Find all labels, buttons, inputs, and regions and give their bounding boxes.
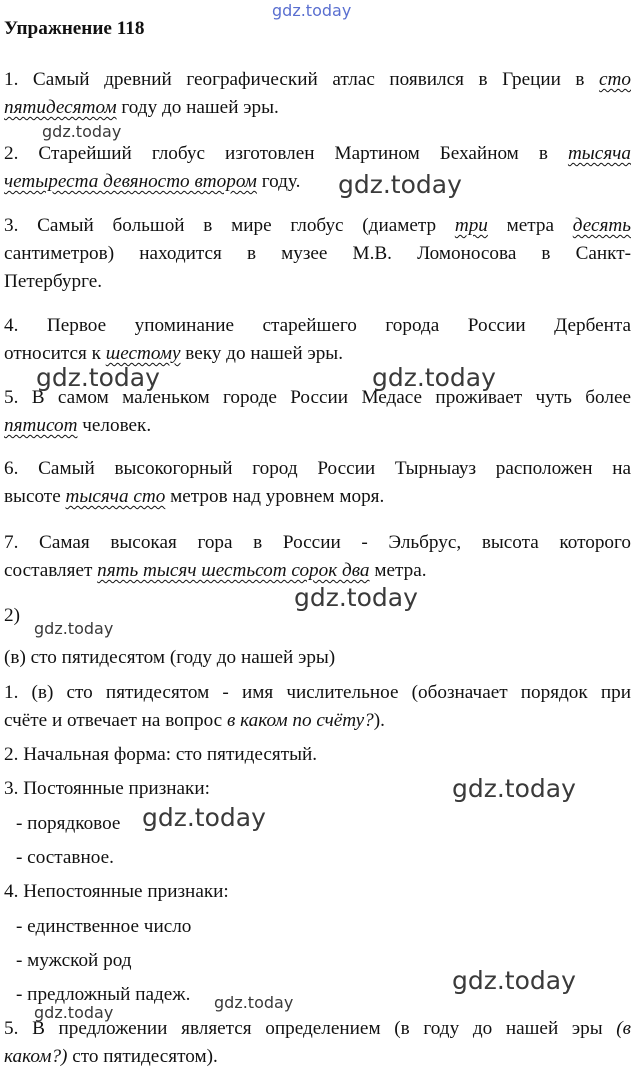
watermark: gdz.today [372,363,496,392]
watermark: gdz.today [452,966,576,995]
watermark: gdz.today [272,1,352,20]
item-5-line-2: каком?) сто пятидесятом). [4,1046,218,1067]
watermark: gdz.today [142,803,266,832]
sentence-6-line-2: высоте тысяча сто метров над уровнем моря. [4,486,385,507]
sentence-5-line-1: 5. В самом маленьком городе России Медасе проживает чуть более [4,387,631,408]
item-3: 3. Постоянные признаки: [4,778,210,799]
watermark: gdz.today [34,619,114,638]
item-3-ordinal: - порядковое [16,813,121,834]
sentence-1-line-2: пятидесятом году до нашей эры. [4,97,279,118]
watermark: gdz.today [36,363,160,392]
exercise-title: Упражнение 118 [4,18,145,39]
item-5-line-1: 5. В предложении является определением (в году до нашей эры (в [4,1018,631,1039]
sentence-7-line-1: 7. Самая высокая гора в России - Эльбрус, высота которого [4,532,631,553]
watermark: gdz.today [34,1003,114,1022]
item-4: 4. Непостоянные признаки: [4,881,229,902]
item-3-compound: - составное. [16,847,114,868]
item-1-line-2: счёте и отвечает на вопрос в каком по счёту?). [4,710,385,731]
watermark: gdz.today [294,583,418,612]
sentence-2-line-2: четыреста девяносто втором году. [4,171,301,192]
sentence-3-line-1: 3. Самый большой в мире глобус (диаметр три метра десять [4,215,631,236]
sentence-3-line-2: сантиметров) находится в музее М.В. Ломоносова в Санкт- [4,243,631,264]
sentence-6-line-1: 6. Самый высокогорный город России Тырныауз расположен на [4,458,631,479]
sentence-7-line-2: составляет пять тысяч шестьсот сорок два метра. [4,560,427,581]
item-4-number: - единственное число [16,916,192,937]
analysed-phrase: (в) сто пятидесятом (году до нашей эры) [4,647,336,668]
section-2-label: 2) [4,605,20,626]
watermark: gdz.today [338,170,462,199]
sentence-1-line-1: 1. Самый древний географический атлас появился в Греции в сто [4,69,631,90]
sentence-3-line-3: Петербурге. [4,271,103,292]
watermark: gdz.today [452,774,576,803]
item-1-line-1: 1. (в) сто пятидесятом - имя числительное (обозначает порядок при [4,682,631,703]
item-4-case: - предложный падеж. [16,984,191,1005]
watermark: gdz.today [42,122,122,141]
sentence-4-line-1: 4. Первое упоминание старейшего города России Дербента [4,315,631,336]
watermark: gdz.today [214,993,294,1012]
item-2: 2. Начальная форма: сто пятидесятый. [4,744,318,765]
sentence-2-line-1: 2. Старейший глобус изготовлен Мартином Бехайном в тысяча [4,143,631,164]
item-4-gender: - мужской род [16,950,132,971]
sentence-4-line-2: относится к шестому веку до нашей эры. [4,343,343,364]
sentence-5-line-2: пятисот человек. [4,415,152,436]
